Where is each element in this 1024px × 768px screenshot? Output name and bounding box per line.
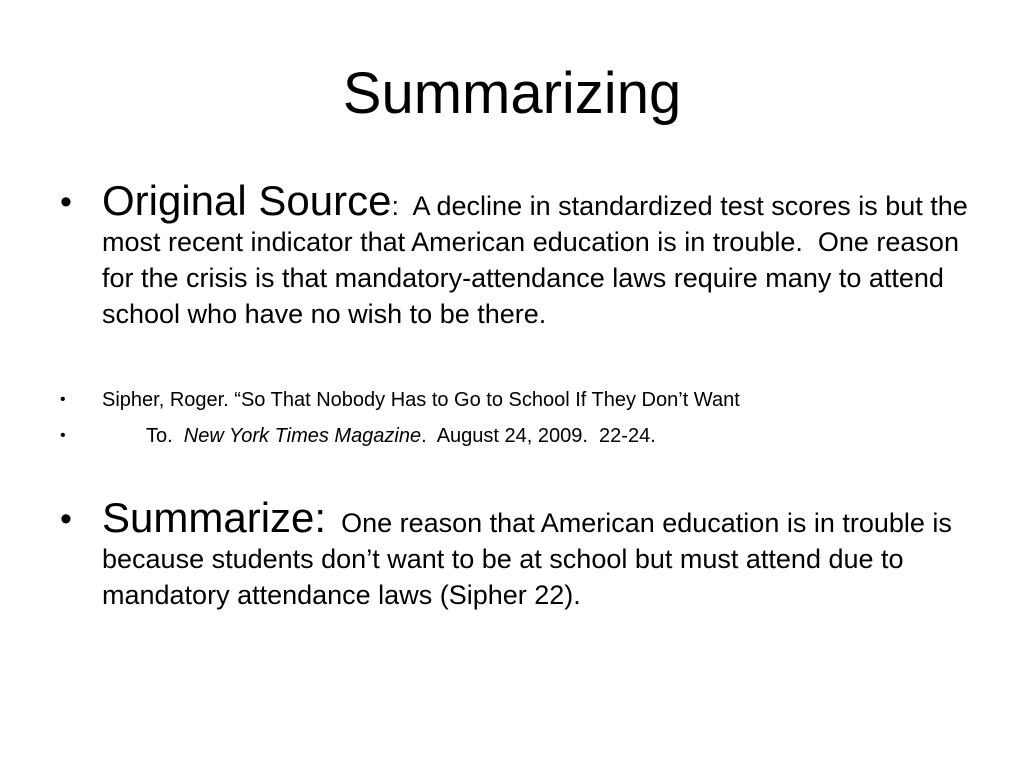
citation-text-2 (102, 423, 980, 449)
bullet-marker: • (60, 183, 72, 221)
bullet-marker: • (60, 391, 66, 408)
bullet-original-source (60, 177, 980, 332)
bullet-summarize (60, 494, 980, 613)
citation-post: . August 24, 2009. 22-24. (421, 425, 656, 447)
citation-pre: To. (146, 425, 184, 447)
original-source-text: A decline in standardized test scores is but the most recent indicator that American education is in trouble. One reason for the crisis is that mandatory-attendance laws require many to attend school who have no wish to be there. (102, 191, 976, 329)
original-source-label: Original Source (102, 177, 392, 224)
bullet-marker: • (60, 500, 72, 538)
bullet-marker: • (60, 427, 66, 444)
slide-title: Summarizing (342, 61, 682, 126)
bullet-content (102, 177, 980, 332)
bullet-citation-line-2 (60, 423, 980, 449)
original-source-colon: : (391, 191, 399, 221)
bullet-citation-line-1 (60, 387, 980, 413)
citation-publication: New York Times Magazine (183, 425, 422, 447)
citation-text-1: Sipher, Roger. “So That Nobody Has to Go to School If They Don’t Want (102, 389, 740, 411)
summarize-text: One reason that American education is in trouble is because students don’t want to be at school but must attend due to mandatory attendance laws (Sipher 22). (102, 508, 960, 610)
bullet-content (102, 494, 980, 613)
summarize-label: Summarize: (102, 494, 327, 541)
